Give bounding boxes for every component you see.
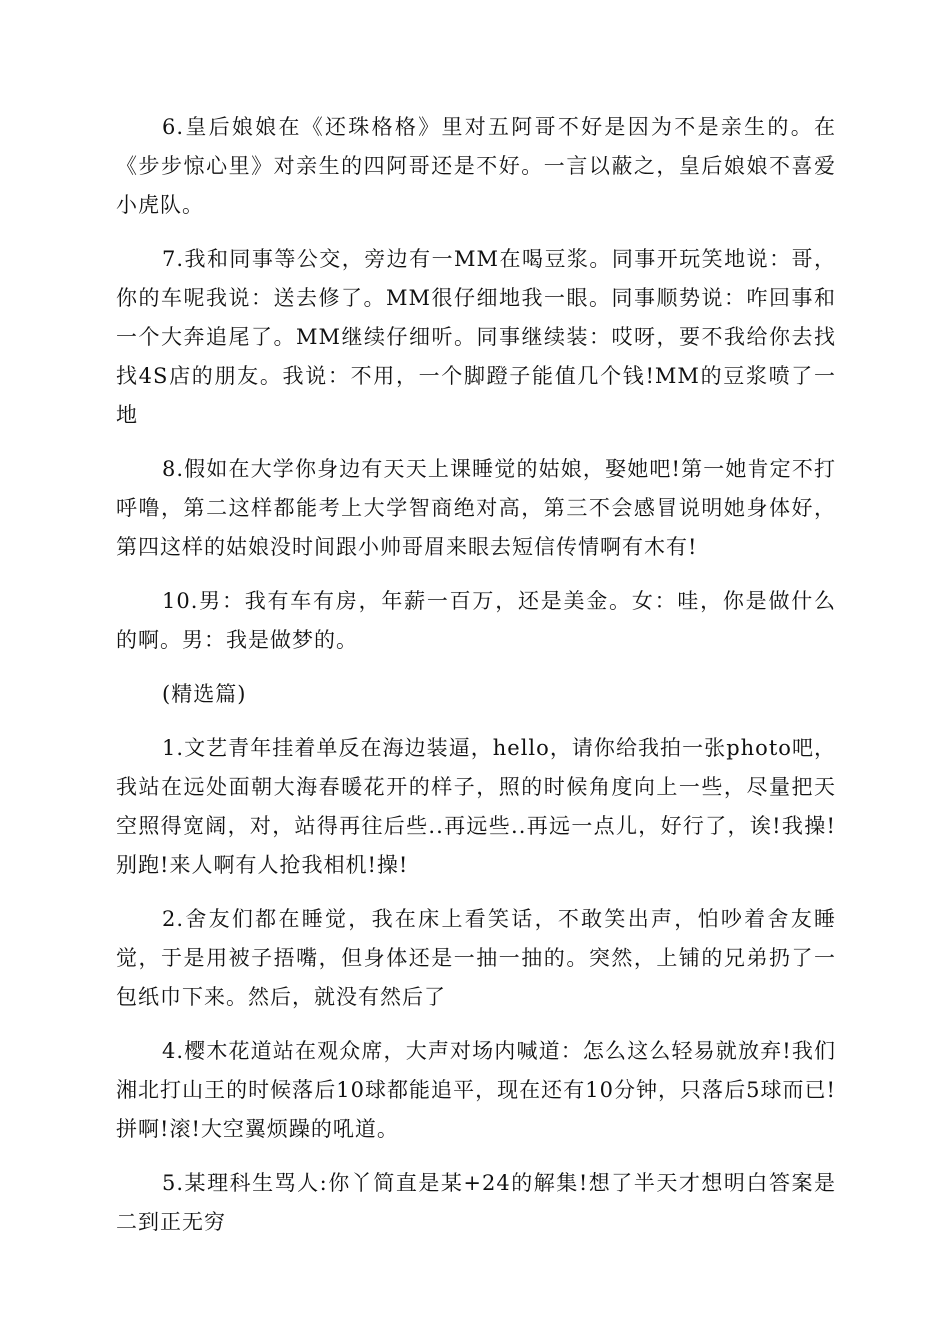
document-body: [116, 108, 836, 1257]
paragraph-7: 7.我和同事等公交，旁边有一MM在喝豆浆。同事开玩笑地说：哥，你的车呢我说：送去修了。MM很仔细地我一眼。同事顺势说：咋回事和一个大奔追尾了。MM继续仔细听。同事继续装：哎呀，要不我给你去找找4S店的朋友。我说：不用，一个脚蹬子能值几个钱!MM的豆浆喷了一地: [116, 247, 836, 427]
paragraph-4: 4.樱木花道站在观众席，大声对场内喊道：怎么这么轻易就放弃!我们湘北打山王的时候落后10球都能追平，现在还有10分钟，只落后5球而已!拼啊!滚!大空翼烦躁的吼道。: [116, 1039, 836, 1141]
paragraph-2: 2.舍友们都在睡觉，我在床上看笑话，不敢笑出声，怕吵着舍友睡觉，于是用被子捂嘴，但身体还是一抽一抽的。突然，上铺的兄弟扔了一包纸巾下来。然后，就没有然后了: [116, 907, 836, 1009]
paragraph-6: 6.皇后娘娘在《还珠格格》里对五阿哥不好是因为不是亲生的。在《步步惊心里》对亲生的四阿哥还是不好。一言以蔽之，皇后娘娘不喜爱小虎队。: [116, 115, 836, 217]
paragraph-1: 1.文艺青年挂着单反在海边装逼，hello，请你给我拍一张photo吧，我站在远处面朝大海春暖花开的样子，照的时候角度向上一些，尽量把天空照得宽阔，对，站得再往后些..再远些..再远一点儿，好行了，诶!我操!别跑!来人啊有人抢我相机!操!: [116, 736, 836, 877]
paragraph-5: 5.某理科生骂人:你丫简直是某+24的解集!想了半天才想明白答案是二到正无穷: [116, 1171, 836, 1234]
section-heading: (精选篇): [162, 682, 247, 706]
paragraph-10: 10.男：我有车有房，年薪一百万，还是美金。女：哇，你是做什么的啊。男：我是做梦的。: [116, 589, 836, 652]
paragraph-8: 8.假如在大学你身边有天天上课睡觉的姑娘，娶她吧!第一她肯定不打呼噜，第二这样都能考上大学智商绝对高，第三不会感冒说明她身体好，第四这样的姑娘没时间跟小帅哥眉来眼去短信传情啊有木有!: [116, 457, 836, 559]
